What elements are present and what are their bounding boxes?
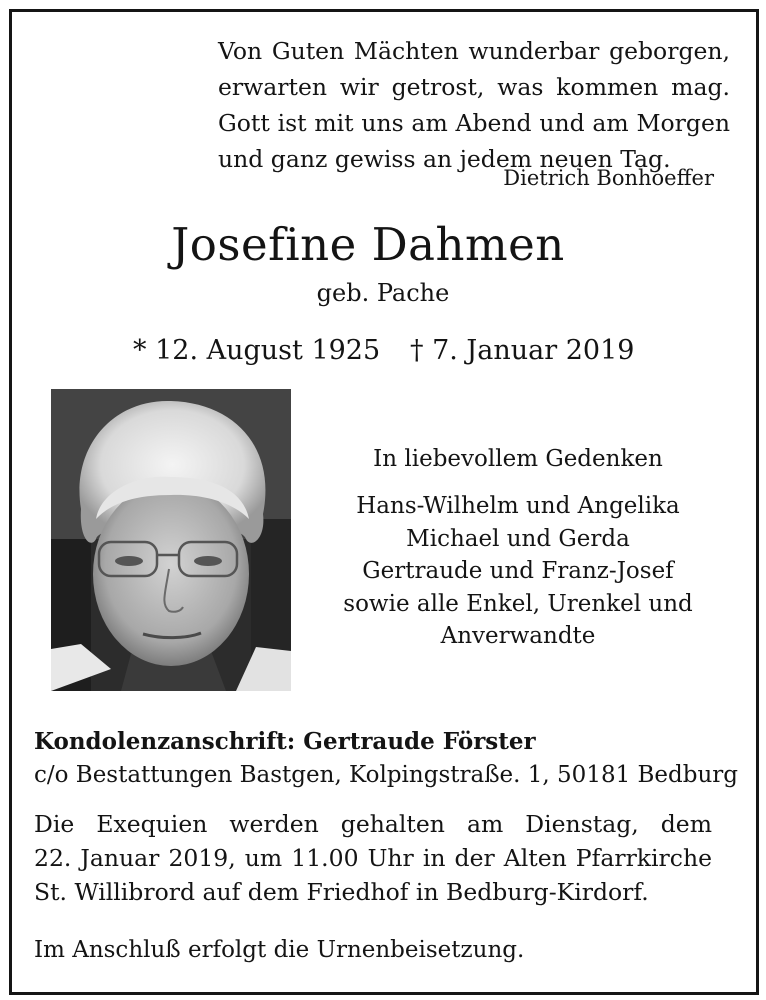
- poem-line: Gott ist mit uns am Abend und am Morgen: [218, 109, 730, 137]
- maiden-name: geb. Pache: [316, 279, 450, 307]
- mourner-line: Anverwandte: [440, 623, 596, 649]
- mourner-line: sowie alle Enkel, Urenkel und: [343, 590, 693, 617]
- mourner-line: Gertraude und Franz-Josef: [362, 558, 674, 584]
- memorial-title: In liebevollem Gedenken: [373, 446, 663, 472]
- service-line: 22. Januar 2019, um 11.00 Uhr in der Alten Pfarrkirche: [34, 844, 712, 872]
- urn-burial-note: Im Anschluß erfolgt die Urnenbeisetzung.: [34, 937, 525, 963]
- birth-date: * 12. August 1925: [133, 335, 381, 366]
- portrait-photo: [51, 389, 291, 691]
- poem-line: erwarten wir getrost, was kommen mag.: [218, 73, 730, 101]
- mourner-line: Michael und Gerda: [406, 525, 630, 552]
- condolence-address: c/o Bestattungen Bastgen, Kolpingstraße. 1, 50181 Bedburg: [34, 762, 739, 788]
- deceased-name: Josefine Dahmen: [171, 218, 565, 271]
- mourner-line: Hans-Wilhelm und Angelika: [356, 493, 680, 519]
- mourners-list: [318, 490, 718, 653]
- poem: [218, 33, 730, 177]
- condolence-heading: Kondolenzanschrift: Gertraude Förster: [34, 728, 536, 755]
- poem-line: Von Guten Mächten wunderbar geborgen,: [218, 37, 730, 65]
- death-date: † 7. Januar 2019: [410, 335, 635, 366]
- poem-author: Dietrich Bonhoeffer: [503, 166, 714, 190]
- service-line: Die Exequien werden gehalten am Dienstag, dem: [34, 810, 712, 838]
- service-line: St. Willibrord auf dem Friedhof in Bedburg-Kirdorf.: [34, 878, 649, 906]
- service-details: [34, 807, 712, 909]
- poem-line: und ganz gewiss an jedem neuen Tag.: [218, 145, 671, 173]
